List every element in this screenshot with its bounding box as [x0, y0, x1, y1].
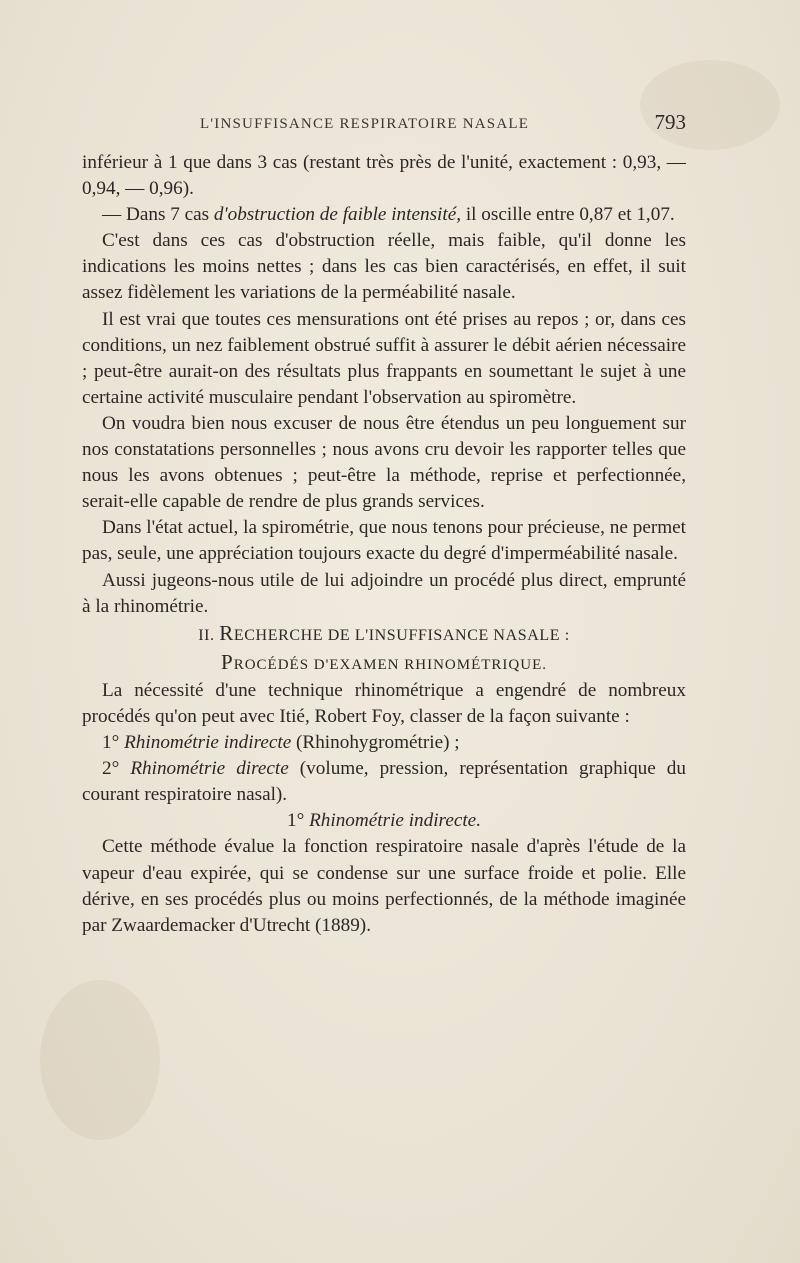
- running-head: L'INSUFFISANCE RESPIRATOIRE NASALE: [200, 116, 530, 132]
- paragraph: On voudra bien nous excuser de nous être étendus un peu longuement sur nos constatations personnelles ; nous avons cru devoir les rapporter telles que nous les avons obtenues ; peut-être la méthode, reprise et perfectionnée, serait-elle capable de rendre de plus grands services.: [82, 412, 686, 513]
- list-item: [82, 730, 686, 756]
- text-run: — Dans 7 cas: [102, 204, 214, 226]
- italic-text: d'obstruction de faible intensité,: [213, 204, 462, 226]
- paragraph: inférieur à 1 que dans 3 cas (restant très près de l'unité, exactement : 0,93, — 0,94, — 0,96).: [82, 152, 686, 200]
- text-run: (Rhinohygrométrie) ;: [291, 732, 460, 754]
- section-heading: [82, 620, 686, 649]
- list-number: 1°: [102, 732, 120, 754]
- list-number: 2°: [102, 758, 120, 780]
- heading-text: ECHERCHE DE L'INSUFFISANCE NASALE :: [233, 626, 570, 644]
- paragraph: [82, 202, 686, 228]
- paragraph: La nécessité d'une technique rhinométrique a engendré de nombreux procédés qu'on peut avec Itié, Robert Foy, classer de la façon suivante :: [82, 679, 686, 727]
- paragraph: Aussi jugeons-nous utile de lui adjoindre un procédé plus direct, emprunté à la rhinométrie.: [82, 569, 686, 617]
- heading-initial: R: [219, 620, 234, 645]
- heading-initial: P: [221, 649, 234, 674]
- list-item: [82, 756, 686, 808]
- section-number: II.: [198, 626, 215, 644]
- page-header: [82, 110, 686, 142]
- italic-text: Rhinométrie indirecte: [124, 732, 292, 754]
- text-run: (volume, pression, représentation graphique du courant respiratoire nasal).: [82, 758, 686, 806]
- italic-text: Rhinométrie directe: [130, 758, 289, 780]
- paragraph: Dans l'état actuel, la spirométrie, que nous tenons pour précieuse, ne permet pas, seule, une appréciation toujours exacte du degré d'imperméabilité nasale.: [82, 517, 686, 565]
- heading-text: ROCÉDÉS D'EXAMEN RHINOMÉTRIQUE.: [233, 656, 547, 673]
- subsection-number: 1°: [286, 810, 305, 832]
- paper-stain: [40, 980, 160, 1140]
- italic-text: Rhinométrie indirecte.: [309, 810, 481, 832]
- page-number: 793: [654, 110, 686, 134]
- paragraph: Cette méthode évalue la fonction respiratoire nasale d'après l'étude de la vapeur d'eau expirée, qui se condense sur une surface froide et polie. Elle dérive, en ses procédés plus ou moins perfectionnés, de la méthode imaginée par Zwaardemacker d'Utrecht (1889).: [82, 836, 686, 936]
- subsection-heading: [82, 808, 686, 834]
- paragraph: C'est dans ces cas d'obstruction réelle, mais faible, qu'il donne les indications les moins nettes ; dans les cas bien caractérisés, en effet, il suit assez fidèlement les variations de la perméabilité nasale.: [82, 230, 686, 304]
- paragraph: Il est vrai que toutes ces mensurations ont été prises au repos ; or, dans ces conditions, un nez faiblement obstrué suffit à assurer le débit aérien nécessaire ; peut-être aurait-on des résultats plus frappants en soumettant le sujet à une certaine activité musculaire pendant l'observation au spiromètre.: [82, 308, 686, 408]
- page-body: [82, 150, 686, 939]
- sub-heading: [82, 649, 686, 678]
- text-run: il oscille entre 0,87 et 1,07.: [461, 204, 675, 226]
